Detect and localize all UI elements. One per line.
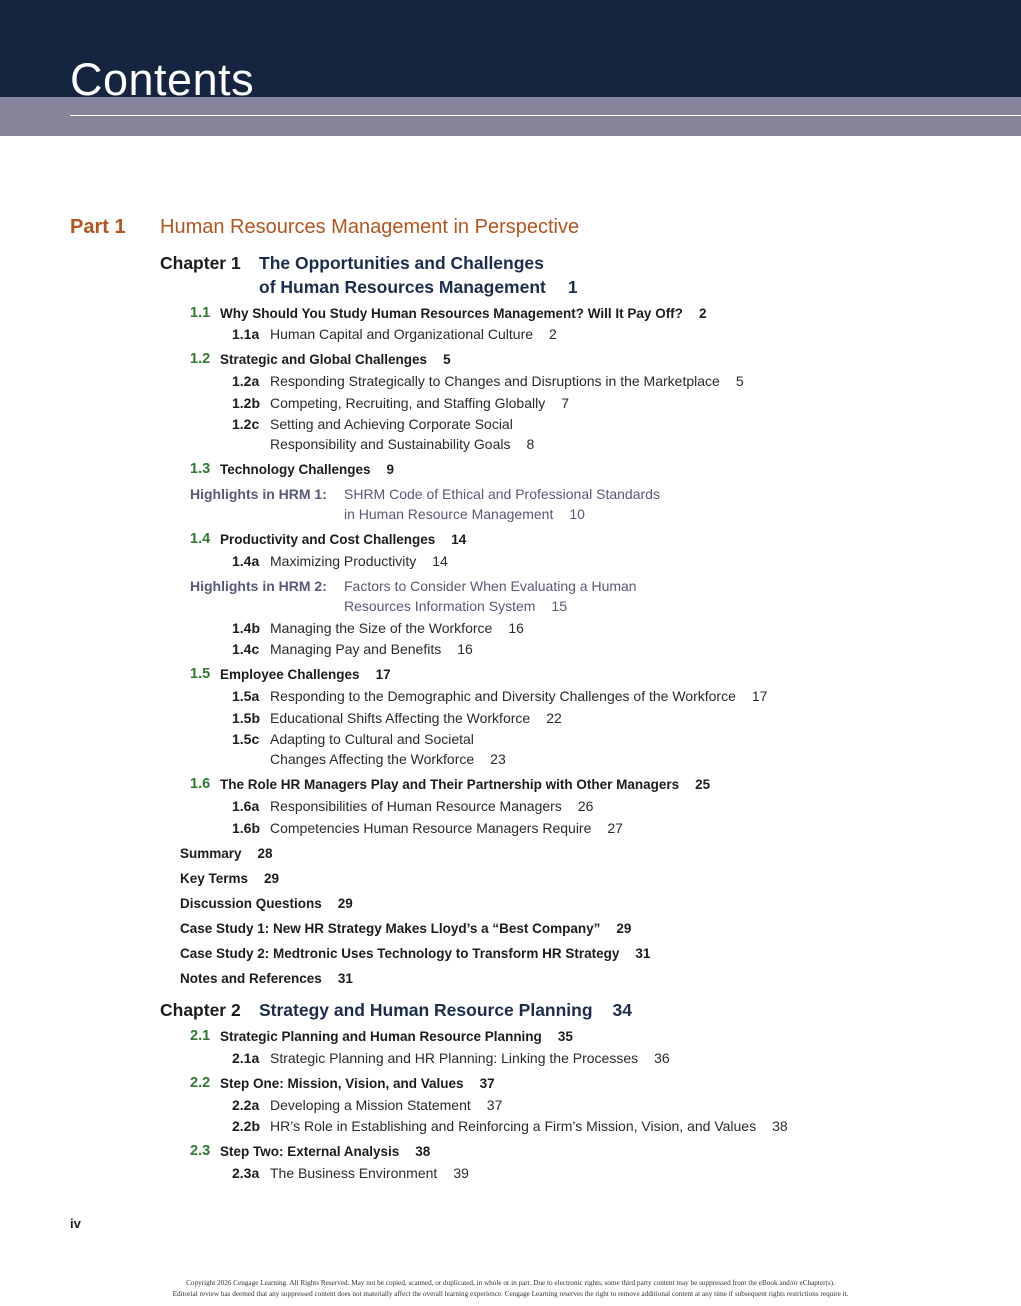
section-1-1a-page: 2 bbox=[549, 326, 557, 342]
section-1-2-title: Strategic and Global Challenges 5 bbox=[220, 352, 451, 367]
section-2-1-number: 2.1 bbox=[190, 1028, 211, 1044]
section-1-6a-page: 26 bbox=[577, 798, 594, 814]
section-1-6b-page: 27 bbox=[607, 820, 623, 836]
page-folio: iv bbox=[70, 1216, 81, 1231]
section-1-4b-page: 16 bbox=[508, 620, 524, 636]
section-1-5c-page: 23 bbox=[490, 751, 506, 767]
section-1-3-number: 1.3 bbox=[190, 461, 211, 477]
section-1-5-page: 17 bbox=[375, 667, 391, 682]
section-1-5a-page: 17 bbox=[751, 688, 768, 704]
section-1-2c-title-line1: Setting and Achieving Corporate Social bbox=[270, 416, 513, 432]
page-title: Contents bbox=[70, 54, 255, 105]
highlights-2-page: 15 bbox=[551, 598, 567, 614]
section-1-6b-title: Competencies Human Resource Managers Require 27 bbox=[270, 820, 623, 836]
section-1-6a-number: 1.6a bbox=[232, 798, 260, 814]
highlights-1-title-line2: in Human Resource Management 10 bbox=[344, 506, 585, 522]
header-rule bbox=[70, 115, 1021, 116]
section-2-1a-page: 36 bbox=[654, 1050, 670, 1066]
section-2-2-title: Step One: Mission, Vision, and Values 37 bbox=[220, 1076, 495, 1091]
end-item-summary: Summary 28 bbox=[180, 846, 273, 861]
section-1-4b-number: 1.4b bbox=[232, 620, 261, 636]
section-1-5-title: Employee Challenges 17 bbox=[220, 667, 391, 682]
section-2-3a-title: The Business Environment 39 bbox=[270, 1165, 469, 1181]
section-1-6-number: 1.6 bbox=[190, 776, 211, 792]
highlights-2-label: Highlights in HRM 2: bbox=[190, 578, 327, 594]
highlights-2-title-line1: Factors to Consider When Evaluating a Human bbox=[344, 578, 637, 594]
section-2-3a-page: 39 bbox=[453, 1165, 469, 1181]
chapter-1-page: 1 bbox=[567, 277, 578, 297]
section-1-2-number: 1.2 bbox=[190, 351, 211, 367]
section-1-1-title: Why Should You Study Human Resources Management? Will It Pay Off? 2 bbox=[220, 306, 707, 321]
section-2-3-page: 38 bbox=[415, 1144, 431, 1159]
section-1-4a-page: 14 bbox=[432, 553, 448, 569]
chapter-1-title-line2: of Human Resources Management 1 bbox=[259, 277, 578, 297]
end-item-discussion-questions: Discussion Questions 29 bbox=[180, 896, 353, 911]
section-2-1a-title: Strategic Planning and HR Planning: Linking the Processes 36 bbox=[270, 1050, 670, 1066]
section-1-5a-title: Responding to the Demographic and Diversity Challenges of the Workforce 17 bbox=[270, 688, 768, 704]
section-1-2a-title: Responding Strategically to Changes and Disruptions in the Marketplace 5 bbox=[270, 373, 744, 389]
chapter-2-page: 34 bbox=[612, 1000, 633, 1020]
section-1-1-page: 2 bbox=[698, 306, 707, 321]
end-item-key-terms: Key Terms 29 bbox=[180, 871, 280, 886]
section-1-4c-title: Managing Pay and Benefits 16 bbox=[270, 641, 473, 657]
section-1-4-number: 1.4 bbox=[190, 531, 211, 547]
section-2-2b-page: 38 bbox=[772, 1118, 788, 1134]
section-1-4c-number: 1.4c bbox=[232, 641, 260, 657]
section-1-2b-page: 7 bbox=[561, 395, 570, 411]
part-number: Part 1 bbox=[70, 216, 126, 238]
end-item-notes-references: Notes and References 31 bbox=[180, 971, 353, 986]
section-1-5b-page: 22 bbox=[546, 710, 562, 726]
section-1-2b-title: Competing, Recruiting, and Staffing Globally 7 bbox=[270, 395, 570, 411]
section-2-2b-title: HR’s Role in Establishing and Reinforcing a Firm’s Mission, Vision, and Values 38 bbox=[270, 1118, 788, 1134]
section-1-5c-title-line1: Adapting to Cultural and Societal bbox=[270, 731, 474, 747]
section-1-5-number: 1.5 bbox=[190, 666, 211, 682]
section-1-4c-page: 16 bbox=[457, 641, 473, 657]
section-1-2a-number: 1.2a bbox=[232, 373, 260, 389]
highlights-1-page: 10 bbox=[569, 506, 585, 522]
section-1-5b-number: 1.5b bbox=[232, 710, 261, 726]
highlights-1-title-line1: SHRM Code of Ethical and Professional Standards bbox=[344, 486, 660, 502]
end-item-case-study-1: Case Study 1: New HR Strategy Makes Lloyd’s a “Best Company” 29 bbox=[180, 921, 632, 936]
section-1-5a-number: 1.5a bbox=[232, 688, 260, 704]
section-1-4-title: Productivity and Cost Challenges 14 bbox=[220, 532, 467, 547]
section-2-2-number: 2.2 bbox=[190, 1075, 211, 1091]
copyright-line-1: Copyright 2026 Cengage Learning. All Rights Reserved. May not be copied, scanned, or duplicated, in whole or in part. Due to electronic rights, some third party content may be suppressed from the eBook and/or eChapter(s). bbox=[186, 1279, 835, 1287]
section-2-3a-number: 2.3a bbox=[232, 1165, 260, 1181]
section-1-3-page: 9 bbox=[386, 462, 395, 477]
section-2-1-title: Strategic Planning and Human Resource Planning 35 bbox=[220, 1029, 573, 1044]
chapter-1-label: Chapter 1 bbox=[160, 253, 241, 273]
copyright-line-2: Editorial review has deemed that any suppressed content does not materially affect the overall learning experience. Cengage Learning reserves the right to remove additional content at any time if subsequent rights restrictions require it. bbox=[172, 1290, 849, 1298]
section-2-1-page: 35 bbox=[557, 1029, 573, 1044]
section-1-6b-number: 1.6b bbox=[232, 820, 261, 836]
section-2-2a-page: 37 bbox=[486, 1097, 503, 1113]
chapter-1-title-line1: The Opportunities and Challenges bbox=[259, 253, 544, 273]
section-1-5c-number: 1.5c bbox=[232, 731, 260, 747]
section-2-1a-number: 2.1a bbox=[232, 1050, 260, 1066]
section-1-4b-title: Managing the Size of the Workforce 16 bbox=[270, 620, 524, 636]
section-1-5c-title-line2: Changes Affecting the Workforce 23 bbox=[270, 751, 506, 767]
section-1-2a-page: 5 bbox=[735, 373, 744, 389]
section-1-4-page: 14 bbox=[451, 532, 467, 547]
section-1-2c-title-line2: Responsibility and Sustainability Goals 8 bbox=[270, 436, 535, 452]
chapter-2-label: Chapter 2 bbox=[160, 1000, 241, 1020]
section-1-4a-title: Maximizing Productivity 14 bbox=[270, 553, 448, 569]
section-1-1a-title: Human Capital and Organizational Culture 2 bbox=[270, 326, 557, 342]
highlights-2-title-line2: Resources Information System 15 bbox=[344, 598, 567, 614]
section-2-3-title: Step Two: External Analysis 38 bbox=[220, 1144, 431, 1159]
section-2-2a-number: 2.2a bbox=[232, 1097, 260, 1113]
section-1-2c-number: 1.2c bbox=[232, 416, 260, 432]
section-1-1-number: 1.1 bbox=[190, 305, 211, 321]
section-1-1a-number: 1.1a bbox=[232, 326, 260, 342]
section-1-5b-title: Educational Shifts Affecting the Workforce 22 bbox=[270, 710, 562, 726]
section-2-3-number: 2.3 bbox=[190, 1143, 211, 1159]
section-1-4a-number: 1.4a bbox=[232, 553, 260, 569]
highlights-1-label: Highlights in HRM 1: bbox=[190, 486, 327, 502]
copyright-notice bbox=[0, 1278, 1021, 1300]
section-2-2b-number: 2.2b bbox=[232, 1118, 261, 1134]
section-1-6-title: The Role HR Managers Play and Their Partnership with Other Managers 25 bbox=[220, 777, 711, 792]
end-item-case-study-2: Case Study 2: Medtronic Uses Technology to Transform HR Strategy 31 bbox=[180, 946, 651, 961]
section-1-3-title: Technology Challenges 9 bbox=[220, 462, 395, 477]
part-title: Human Resources Management in Perspective bbox=[160, 216, 580, 238]
section-1-2b-number: 1.2b bbox=[232, 395, 261, 411]
section-1-6a-title: Responsibilities of Human Resource Managers 26 bbox=[270, 798, 594, 814]
section-2-2a-title: Developing a Mission Statement 37 bbox=[270, 1097, 503, 1113]
section-1-2-page: 5 bbox=[443, 352, 451, 367]
section-1-2c-page: 8 bbox=[526, 436, 535, 452]
section-2-2-page: 37 bbox=[479, 1076, 495, 1091]
section-1-6-page: 25 bbox=[695, 777, 711, 792]
chapter-2-title: Strategy and Human Resource Planning 34 bbox=[259, 1000, 633, 1020]
